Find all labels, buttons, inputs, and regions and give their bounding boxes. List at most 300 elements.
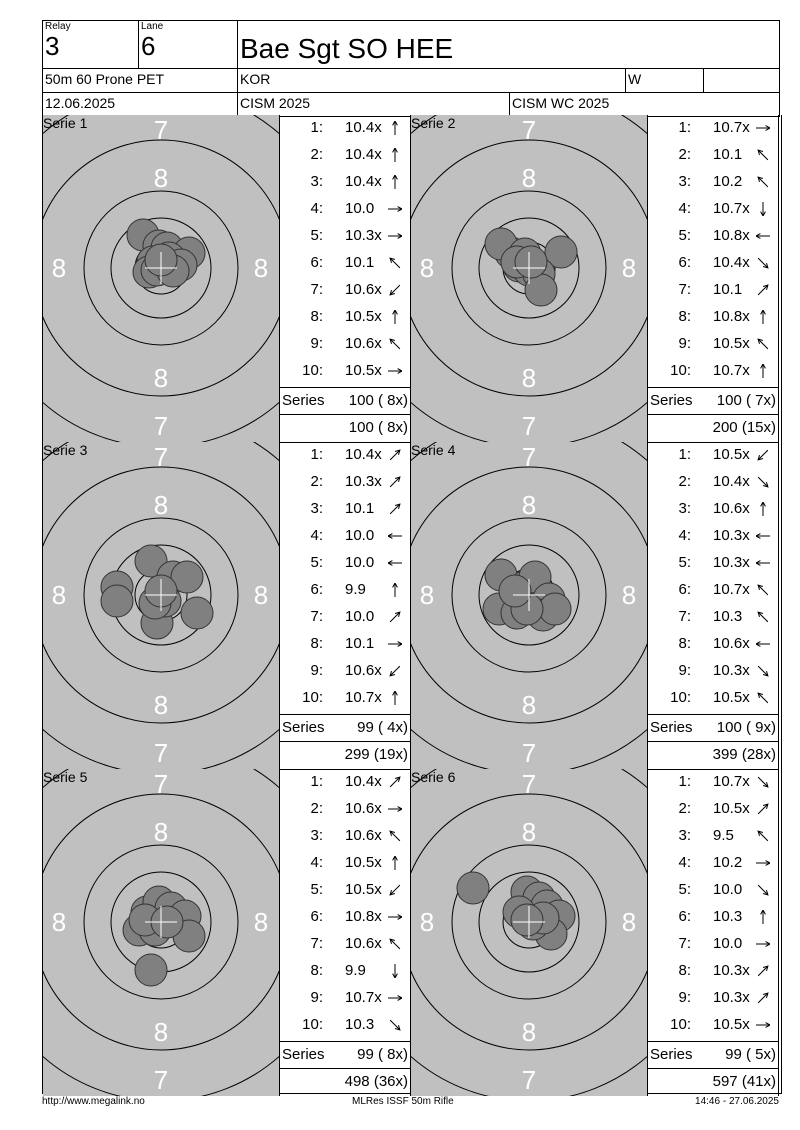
shot-direction-arrow-icon <box>388 475 402 489</box>
shot-row <box>280 823 410 850</box>
gender-cell <box>626 69 704 93</box>
shot-number: 2: <box>310 800 323 817</box>
shot-value: 10.0 <box>345 608 375 625</box>
serie-title: Serie 5 <box>43 769 88 785</box>
shot-value: 10.5x <box>713 1016 750 1033</box>
series-total-row <box>648 714 778 741</box>
shot-value: 10.5x <box>345 362 382 379</box>
shot-number: 2: <box>310 146 323 163</box>
shot-row <box>280 142 410 169</box>
shot-value: 10.1 <box>345 635 375 652</box>
shot-direction-arrow-icon <box>756 502 770 516</box>
shot-value: 10.5x <box>713 689 750 706</box>
row-separator <box>279 442 411 443</box>
shot-row <box>280 604 410 631</box>
shot-hole <box>539 593 571 625</box>
shots-list-serie-1 <box>279 115 411 442</box>
shot-number: 5: <box>678 881 691 898</box>
cumulative-total: 498 (36x) <box>344 1073 408 1090</box>
shot-number: 9: <box>310 662 323 679</box>
shot-row <box>648 442 778 469</box>
shot-value: 10.7x <box>713 773 750 790</box>
shot-value: 10.7x <box>345 689 382 706</box>
shot-number: 8: <box>310 962 323 979</box>
target-serie-5 <box>43 769 279 1096</box>
shot-number: 9: <box>310 989 323 1006</box>
shot-row <box>280 115 410 142</box>
shot-row <box>280 169 410 196</box>
ring-label-7: 7 <box>153 442 169 472</box>
shot-value: 10.5x <box>713 800 750 817</box>
series-total-row <box>648 1041 778 1068</box>
shot-hole <box>457 872 489 904</box>
event-name: 50m 60 Prone PET <box>45 71 165 87</box>
ring-label-8: 8 <box>621 907 637 937</box>
shot-value: 10.4x <box>713 473 750 490</box>
shot-value: 10.5x <box>713 446 750 463</box>
ring-label-7: 7 <box>153 1065 169 1095</box>
footer-system: MLRes ISSF 50m Rifle <box>352 1096 454 1107</box>
ring-label-8: 8 <box>51 580 67 610</box>
shot-direction-arrow-icon <box>756 937 770 951</box>
ring-label-7: 7 <box>521 1065 537 1095</box>
shot-number: 7: <box>310 935 323 952</box>
series-label: Series <box>282 392 325 409</box>
shot-number: 10: <box>302 362 323 379</box>
row-separator <box>279 769 411 770</box>
shot-number: 4: <box>310 200 323 217</box>
shot-row <box>648 877 778 904</box>
serie-title: Serie 1 <box>43 115 88 131</box>
shot-row <box>280 1012 410 1039</box>
shot-direction-arrow-icon <box>388 610 402 624</box>
shot-hole <box>181 597 213 629</box>
shot-value: 10.2 <box>713 854 743 871</box>
shot-row <box>280 577 410 604</box>
empty-cell <box>704 69 780 93</box>
lane-value: 6 <box>141 31 156 61</box>
shot-row <box>280 277 410 304</box>
shot-row <box>280 850 410 877</box>
shot-direction-arrow-icon <box>756 148 770 162</box>
shot-row <box>280 523 410 550</box>
date-cell <box>43 93 238 117</box>
shot-value: 10.1 <box>345 500 375 517</box>
shot-hole <box>525 274 557 306</box>
header-box <box>42 20 780 116</box>
shot-value: 10.8x <box>345 908 382 925</box>
shot-row <box>648 1012 778 1039</box>
row-separator <box>647 769 779 770</box>
shot-value: 10.3x <box>713 989 750 1006</box>
target-serie-4 <box>411 442 647 769</box>
series-total: 100 ( 8x) <box>348 392 408 409</box>
ring-label-8: 8 <box>621 580 637 610</box>
ring-label-8: 8 <box>51 907 67 937</box>
match: CISM WC 2025 <box>512 95 610 111</box>
shot-number: 7: <box>678 608 691 625</box>
relay-value: 3 <box>45 31 60 61</box>
shot-value: 10.6x <box>345 662 382 679</box>
shot-row <box>648 823 778 850</box>
shot-direction-arrow-icon <box>756 829 770 843</box>
shot-row <box>280 358 410 385</box>
shots-list-serie-4 <box>647 442 779 769</box>
shot-value: 10.4x <box>345 119 382 136</box>
shot-value: 9.9 <box>345 581 366 598</box>
shot-row <box>280 658 410 685</box>
lane-cell <box>139 21 238 69</box>
target-face <box>411 115 647 442</box>
shot-direction-arrow-icon <box>756 256 770 270</box>
shot-value: 10.3x <box>713 527 750 544</box>
shot-value: 10.1 <box>713 281 743 298</box>
shot-direction-arrow-icon <box>388 448 402 462</box>
shot-value: 10.6x <box>345 935 382 952</box>
serie-title: Serie 3 <box>43 442 88 458</box>
target-face <box>411 442 647 769</box>
shot-value: 10.4x <box>345 173 382 190</box>
shot-direction-arrow-icon <box>756 337 770 351</box>
shot-row <box>648 958 778 985</box>
shot-row <box>280 985 410 1012</box>
relay-label: Relay <box>45 21 71 32</box>
shot-direction-arrow-icon <box>388 883 402 897</box>
shot-value: 10.4x <box>713 254 750 271</box>
shot-row <box>648 685 778 712</box>
shot-row <box>648 577 778 604</box>
shot-number: 7: <box>678 281 691 298</box>
cumulative-total-row <box>280 1068 410 1096</box>
shot-hole <box>511 904 543 936</box>
shot-direction-arrow-icon <box>388 802 402 816</box>
shot-number: 9: <box>678 662 691 679</box>
shot-row <box>648 304 778 331</box>
ring-label-7: 7 <box>521 411 537 441</box>
shot-value: 10.7x <box>713 119 750 136</box>
shot-row <box>280 442 410 469</box>
ring-label-8: 8 <box>153 690 169 720</box>
shot-value: 10.3x <box>345 473 382 490</box>
shot-direction-arrow-icon <box>756 910 770 924</box>
shot-row <box>280 931 410 958</box>
shot-row <box>648 523 778 550</box>
shot-number: 6: <box>310 254 323 271</box>
athlete-name-cell <box>238 21 780 69</box>
shot-value: 10.7x <box>713 362 750 379</box>
cumulative-total: 299 (19x) <box>344 746 408 763</box>
shot-number: 7: <box>678 935 691 952</box>
ring-label-7: 7 <box>153 411 169 441</box>
ring-label-8: 8 <box>51 253 67 283</box>
shot-row <box>648 142 778 169</box>
target-serie-6 <box>411 769 647 1096</box>
target-face <box>43 769 279 1096</box>
shot-row <box>280 958 410 985</box>
ring-label-8: 8 <box>521 817 537 847</box>
shot-hole <box>515 246 547 278</box>
lane-label: Lane <box>141 21 164 32</box>
shot-row <box>648 850 778 877</box>
series-total-row <box>648 387 778 414</box>
shot-value: 10.6x <box>713 635 750 652</box>
shot-hole <box>135 954 167 986</box>
shots-list-serie-6 <box>647 769 779 1096</box>
shot-value: 10.0 <box>345 200 375 217</box>
shot-value: 10.6x <box>345 800 382 817</box>
shot-number: 8: <box>310 308 323 325</box>
shot-row <box>648 931 778 958</box>
shot-row <box>280 904 410 931</box>
cumulative-total: 200 (15x) <box>712 419 776 436</box>
ring-label-7: 7 <box>153 769 169 799</box>
shot-number: 10: <box>302 1016 323 1033</box>
shot-direction-arrow-icon <box>756 121 770 135</box>
shot-value: 10.7x <box>713 200 750 217</box>
target-serie-1 <box>43 115 279 442</box>
cumulative-total-row <box>648 414 778 442</box>
shot-number: 6: <box>678 254 691 271</box>
ring-label-8: 8 <box>153 363 169 393</box>
shot-row <box>648 277 778 304</box>
ring-label-8: 8 <box>521 1017 537 1047</box>
serie-title: Serie 2 <box>411 115 456 131</box>
ring-label-8: 8 <box>521 363 537 393</box>
competition: CISM 2025 <box>240 95 311 111</box>
shot-number: 1: <box>678 446 691 463</box>
shot-number: 4: <box>678 854 691 871</box>
series-total: 99 ( 5x) <box>725 1046 776 1063</box>
shot-number: 8: <box>310 635 323 652</box>
cumulative-total: 597 (41x) <box>712 1073 776 1090</box>
serie-title: Serie 4 <box>411 442 456 458</box>
shot-number: 5: <box>310 554 323 571</box>
shot-number: 5: <box>310 227 323 244</box>
shot-value: 10.3 <box>345 1016 375 1033</box>
ring-label-8: 8 <box>419 580 435 610</box>
shot-value: 10.3x <box>713 554 750 571</box>
shot-value: 10.3 <box>713 908 743 925</box>
series-total: 100 ( 9x) <box>716 719 776 736</box>
ring-label-7: 7 <box>521 738 537 768</box>
shot-value: 10.5x <box>345 854 382 871</box>
shot-direction-arrow-icon <box>756 283 770 297</box>
shot-row <box>648 358 778 385</box>
shot-number: 8: <box>678 308 691 325</box>
series-total: 100 ( 7x) <box>716 392 776 409</box>
shot-number: 4: <box>678 527 691 544</box>
shot-value: 10.0 <box>345 554 375 571</box>
series-total: 99 ( 4x) <box>357 719 408 736</box>
shot-number: 10: <box>302 689 323 706</box>
shot-value: 10.1 <box>345 254 375 271</box>
shot-direction-arrow-icon <box>388 637 402 651</box>
ring-label-8: 8 <box>153 163 169 193</box>
row-separator <box>647 442 779 443</box>
ring-label-8: 8 <box>521 490 537 520</box>
ring-label-8: 8 <box>253 580 269 610</box>
shot-number: 3: <box>310 173 323 190</box>
shot-hole <box>101 585 133 617</box>
shot-direction-arrow-icon <box>388 991 402 1005</box>
shot-value: 10.7x <box>345 989 382 1006</box>
shot-direction-arrow-icon <box>756 556 770 570</box>
ring-label-8: 8 <box>153 1017 169 1047</box>
shot-row <box>648 631 778 658</box>
ring-label-8: 8 <box>419 907 435 937</box>
series-total-row <box>280 387 410 414</box>
target-serie-2 <box>411 115 647 442</box>
shot-direction-arrow-icon <box>756 448 770 462</box>
shot-row <box>280 685 410 712</box>
shot-number: 2: <box>678 473 691 490</box>
shot-number: 5: <box>310 881 323 898</box>
shot-number: 3: <box>678 173 691 190</box>
shot-row <box>280 631 410 658</box>
shot-direction-arrow-icon <box>388 964 402 978</box>
shot-number: 2: <box>678 146 691 163</box>
shot-direction-arrow-icon <box>756 610 770 624</box>
shot-number: 4: <box>310 527 323 544</box>
shot-direction-arrow-icon <box>388 910 402 924</box>
shot-row <box>648 331 778 358</box>
nation-cell <box>238 69 626 93</box>
shot-value: 10.7x <box>713 581 750 598</box>
shot-row <box>648 769 778 796</box>
cumulative-total: 100 ( 8x) <box>348 419 408 436</box>
shot-direction-arrow-icon <box>756 364 770 378</box>
shot-direction-arrow-icon <box>756 637 770 651</box>
shot-direction-arrow-icon <box>756 1018 770 1032</box>
shot-number: 6: <box>310 908 323 925</box>
series-total-row <box>280 714 410 741</box>
shot-row <box>648 223 778 250</box>
shot-direction-arrow-icon <box>388 529 402 543</box>
shot-value: 10.5x <box>713 335 750 352</box>
gender: W <box>628 71 642 87</box>
target-face <box>411 769 647 1096</box>
series-grid <box>42 115 782 1094</box>
shots-list-serie-5 <box>279 769 411 1096</box>
shot-hole <box>499 575 531 607</box>
shot-row <box>648 550 778 577</box>
cumulative-total-row <box>648 741 778 769</box>
shot-direction-arrow-icon <box>756 883 770 897</box>
shot-direction-arrow-icon <box>756 229 770 243</box>
ring-label-7: 7 <box>521 769 537 799</box>
shot-number: 1: <box>310 773 323 790</box>
shot-direction-arrow-icon <box>756 775 770 789</box>
shot-direction-arrow-icon <box>388 175 402 189</box>
ring-label-8: 8 <box>153 817 169 847</box>
shot-direction-arrow-icon <box>388 121 402 135</box>
cumulative-total-row <box>280 741 410 769</box>
shot-number: 3: <box>310 500 323 517</box>
shot-number: 10: <box>670 362 691 379</box>
relay-cell <box>43 21 139 69</box>
series-label: Series <box>282 1046 325 1063</box>
shot-direction-arrow-icon <box>388 202 402 216</box>
shot-value: 10.2 <box>713 173 743 190</box>
shot-row <box>648 250 778 277</box>
shot-value: 10.6x <box>713 500 750 517</box>
shot-direction-arrow-icon <box>388 829 402 843</box>
shot-number: 9: <box>310 335 323 352</box>
shot-number: 9: <box>678 989 691 1006</box>
shot-direction-arrow-icon <box>756 964 770 978</box>
shot-number: 1: <box>310 119 323 136</box>
shot-direction-arrow-icon <box>756 310 770 324</box>
ring-label-7: 7 <box>521 442 537 472</box>
shot-row <box>648 469 778 496</box>
ring-label-8: 8 <box>253 907 269 937</box>
shot-row <box>648 658 778 685</box>
nation: KOR <box>240 71 271 87</box>
shot-direction-arrow-icon <box>388 856 402 870</box>
shot-direction-arrow-icon <box>388 691 402 705</box>
shot-direction-arrow-icon <box>388 310 402 324</box>
shot-direction-arrow-icon <box>756 475 770 489</box>
ring-label-8: 8 <box>621 253 637 283</box>
shot-row <box>280 796 410 823</box>
shot-direction-arrow-icon <box>388 937 402 951</box>
shot-value: 10.0 <box>713 881 743 898</box>
ring-label-8: 8 <box>521 690 537 720</box>
shot-value: 9.5 <box>713 827 734 844</box>
shot-number: 7: <box>310 281 323 298</box>
shot-value: 10.4x <box>345 446 382 463</box>
shot-value: 10.8x <box>713 308 750 325</box>
shot-number: 8: <box>678 635 691 652</box>
date: 12.06.2025 <box>45 95 116 111</box>
shot-direction-arrow-icon <box>388 283 402 297</box>
shot-number: 6: <box>678 908 691 925</box>
shot-number: 6: <box>678 581 691 598</box>
cumulative-total-row <box>648 1068 778 1096</box>
shot-number: 5: <box>678 554 691 571</box>
shot-row <box>648 985 778 1012</box>
shot-value: 10.5x <box>345 881 382 898</box>
shot-number: 4: <box>678 200 691 217</box>
shot-row <box>280 877 410 904</box>
shot-row <box>280 331 410 358</box>
shot-row <box>280 304 410 331</box>
shot-value: 10.6x <box>345 335 382 352</box>
series-label: Series <box>650 392 693 409</box>
shot-direction-arrow-icon <box>756 802 770 816</box>
shot-row <box>648 196 778 223</box>
shot-row <box>280 196 410 223</box>
target-face <box>43 442 279 769</box>
shot-direction-arrow-icon <box>388 556 402 570</box>
target-serie-3 <box>43 442 279 769</box>
ring-label-7: 7 <box>153 115 169 145</box>
shot-number: 10: <box>670 689 691 706</box>
shot-number: 1: <box>678 773 691 790</box>
series-label: Series <box>282 719 325 736</box>
shot-number: 7: <box>310 608 323 625</box>
shot-direction-arrow-icon <box>388 229 402 243</box>
shot-number: 8: <box>678 962 691 979</box>
series-label: Series <box>650 719 693 736</box>
footer-url[interactable]: http://www.megalink.no <box>42 1096 145 1107</box>
shot-row <box>280 223 410 250</box>
ring-label-8: 8 <box>253 253 269 283</box>
shots-list-serie-2 <box>647 115 779 442</box>
shot-row <box>648 604 778 631</box>
shot-row <box>648 115 778 142</box>
shot-number: 9: <box>678 335 691 352</box>
